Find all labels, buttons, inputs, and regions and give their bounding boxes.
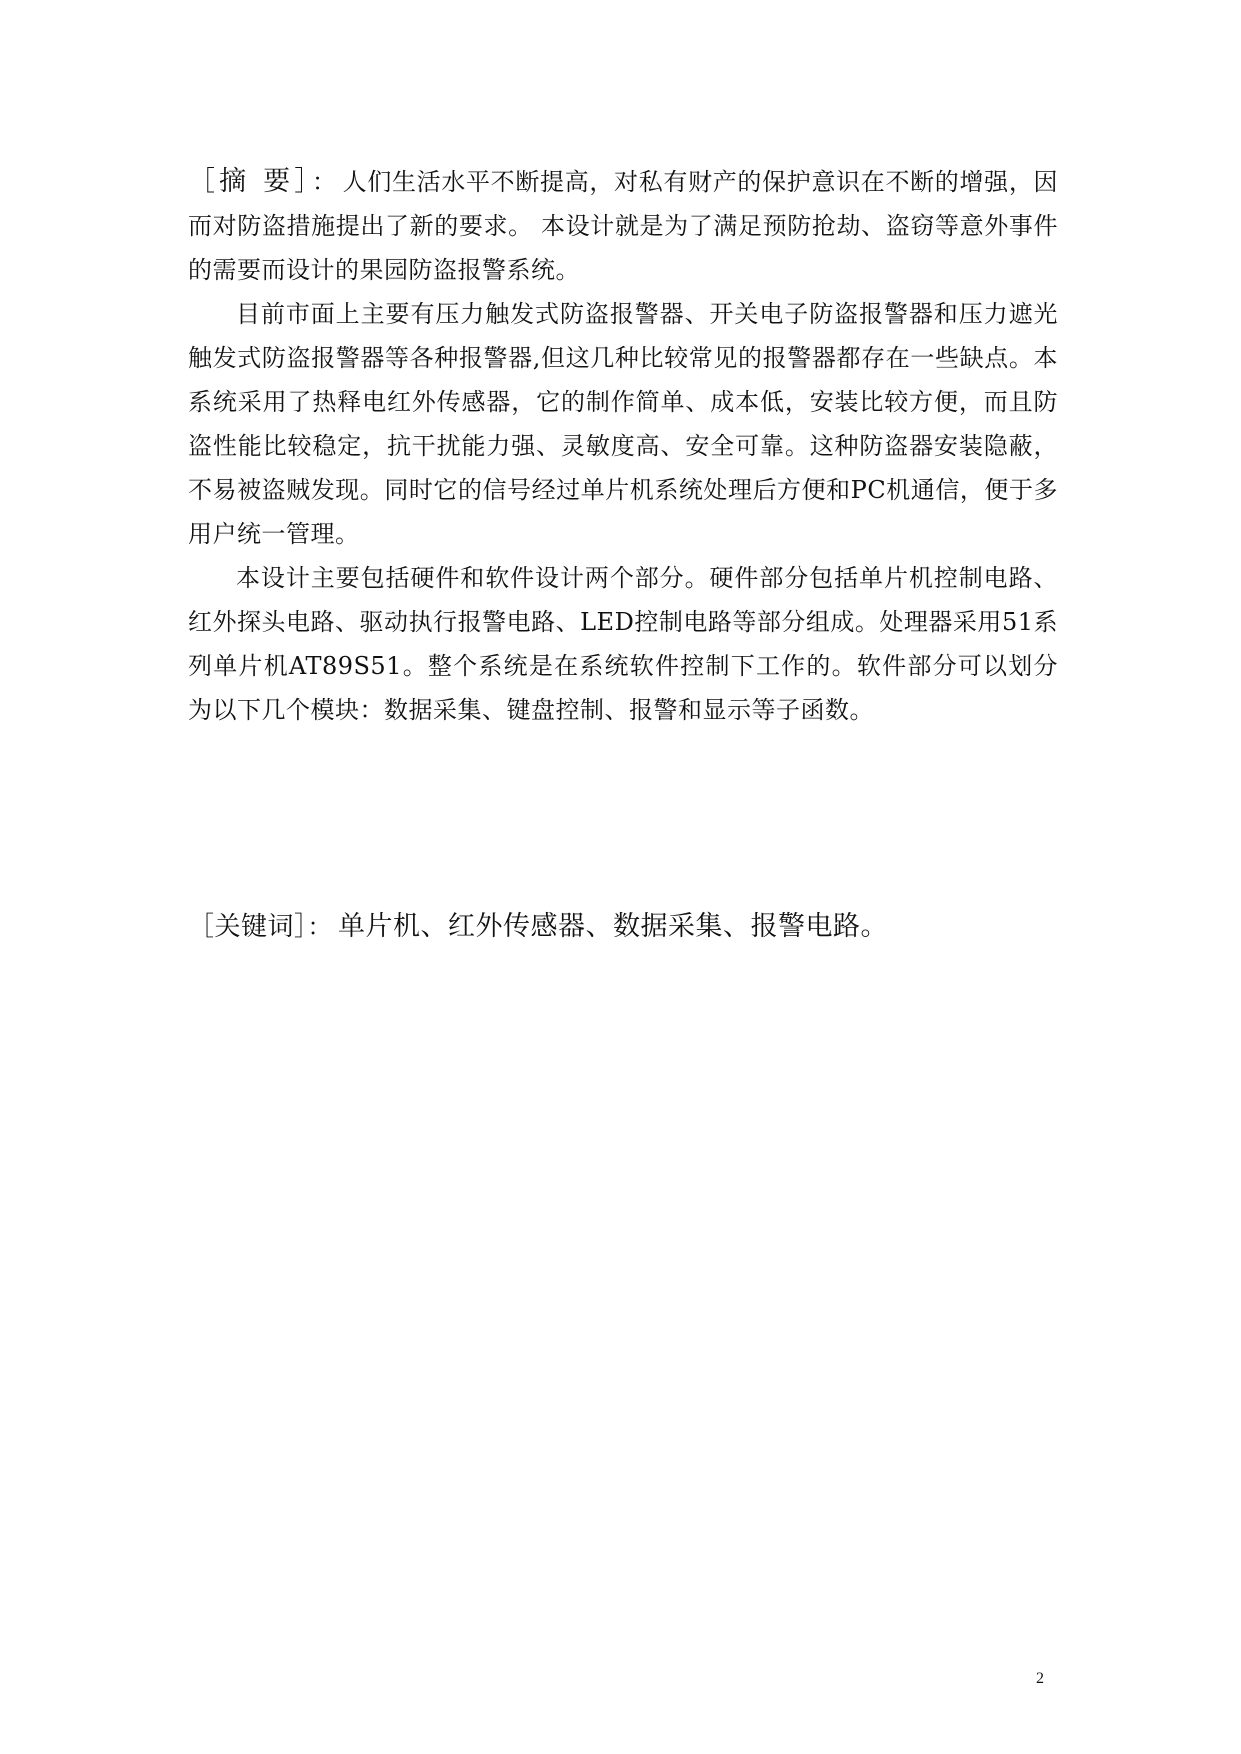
abstract-paragraph-1: [188, 160, 1058, 292]
keywords-text: 单片机、红外传感器、数据采集、报警电路。: [338, 911, 889, 942]
abstract-label-colon: ：: [311, 168, 337, 196]
abstract-paragraph-3: 本设计主要包括硬件和软件设计两个部分。硬件部分包括单片机控制电路、红外探头电路、驱动执行报警电路、LED控制电路等部分组成。处理器采用51系列单片机AT89S51。整个系统是在系统软件控制下工作的。软件部分可以划分为以下几个模块：数据采集、键盘控制、报警和显示等子函数。: [188, 564, 1058, 724]
abstract-section: [188, 160, 1058, 732]
page-number: 2: [1036, 1670, 1044, 1687]
keywords-label-colon: ：: [307, 913, 333, 941]
abstract-label: ［摘 要］: [188, 166, 312, 197]
abstract-paragraph-2: 目前市面上主要有压力触发式防盗报警器、开关电子防盗报警器和压力遮光触发式防盗报警器等各种报警器,但这几种比较常见的报警器都存在一些缺点。本系统采用了热释电红外传感器，它的制作简单、成本低，安装比较方便，而且防盗性能比较稳定，抗干扰能力强、灵敏度高、安全可靠。这种防盗器安装隐蔽，不易被盗贼发现。同时它的信号经过单片机系统处理后方便和PC机通信，便于多用户统一管理。: [188, 300, 1058, 548]
abstract-paragraph-1-text: 人们生活水平不断提高，对私有财产的保护意识在不断的增强，因而对防盗措施提出了新的要求。 本设计就是为了满足预防抢劫、盗窃等意外事件的需要而设计的果园防盗报警系统。: [188, 168, 1059, 284]
keywords-label: ［关键词］: [188, 912, 308, 942]
keywords-line: [188, 905, 1068, 949]
